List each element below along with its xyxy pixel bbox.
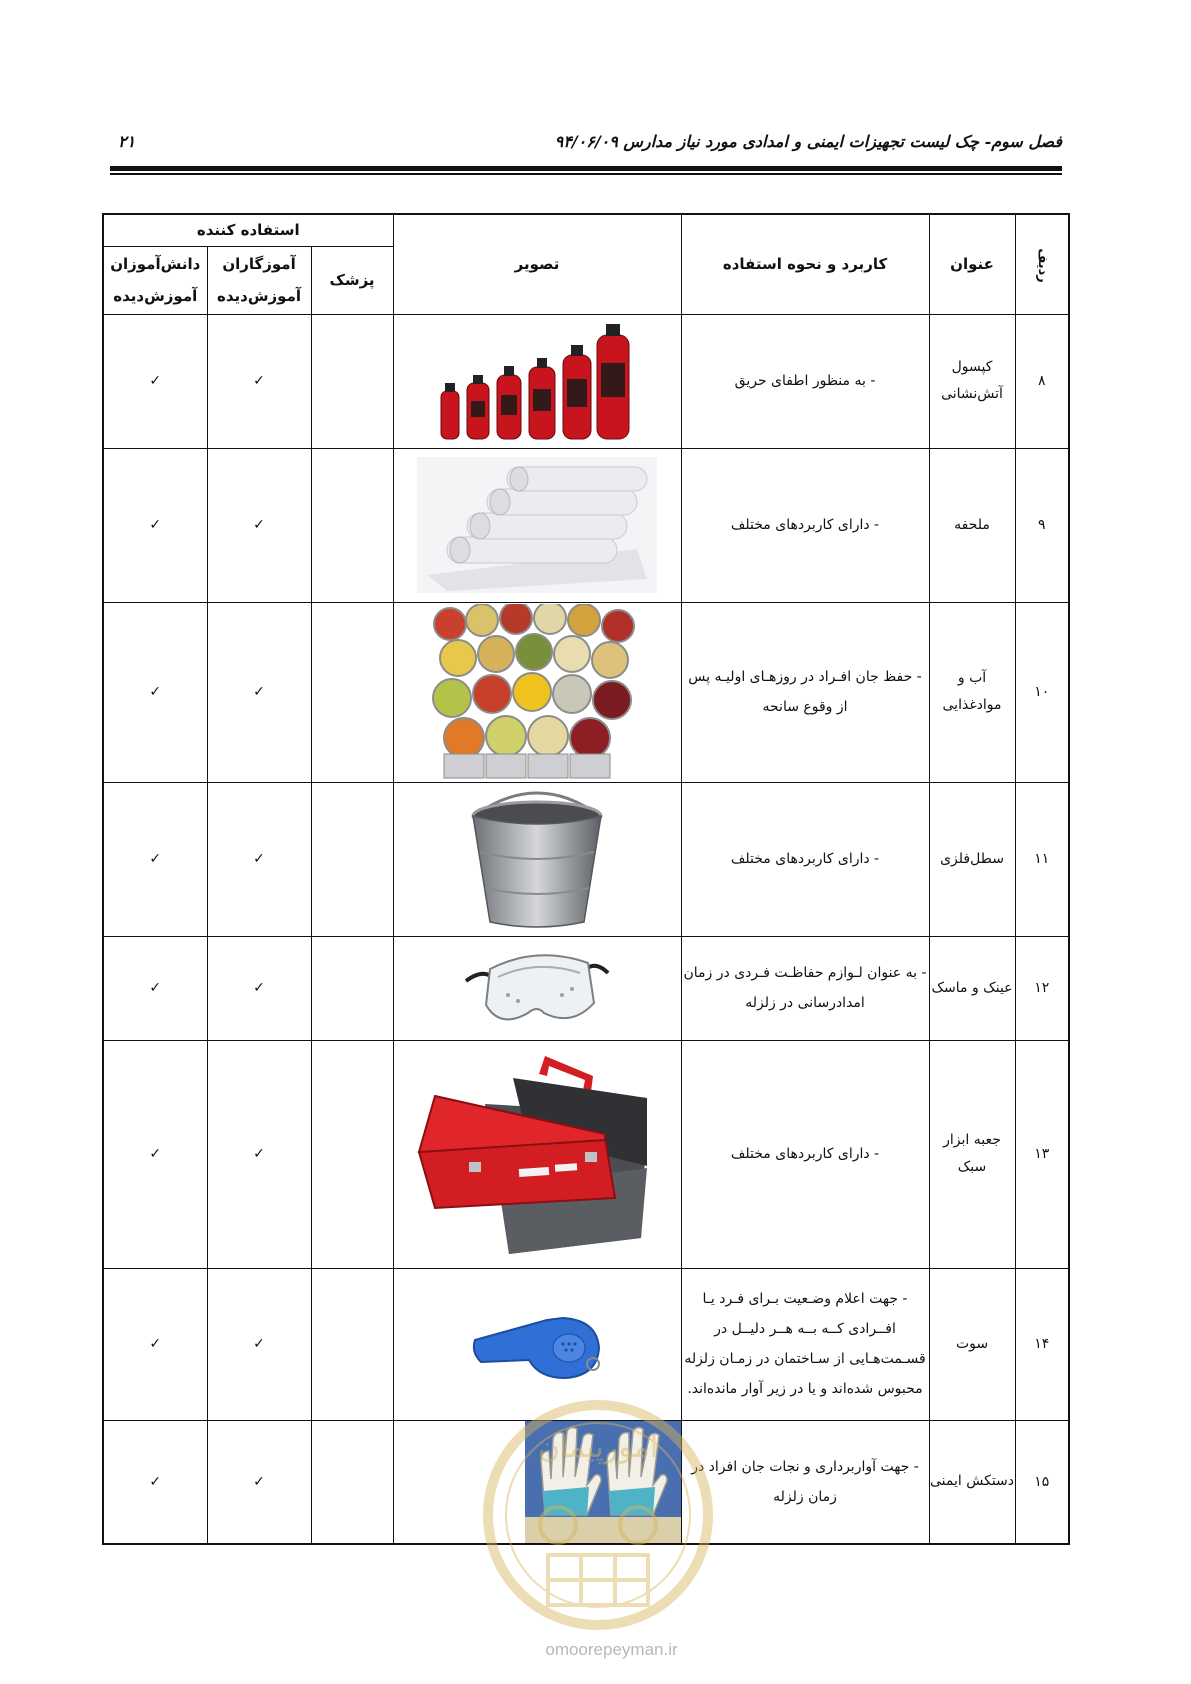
page-header	[110, 128, 1062, 168]
row-teachers-check: ✓	[207, 936, 311, 1040]
row-students-check: ✓	[103, 936, 207, 1040]
row-number: ۸	[1015, 314, 1069, 448]
row-title: دستکش ایمنی	[929, 1420, 1015, 1544]
row-image	[393, 1268, 681, 1420]
row-teachers-check: ✓	[207, 1040, 311, 1268]
row-image	[393, 448, 681, 602]
row-description: - جهت اعلام وضـعیت بـرای فـرد یـا افــرادی کــه بــه هــر دلیــل در قسـمت‌هـایی از سـاختمان در زمـان زلزله محبوس شده‌اند و یا در زیر آوار مانده‌اند.	[681, 1268, 929, 1420]
table-row	[103, 314, 1069, 448]
row-students-check: ✓	[103, 1420, 207, 1544]
table-row	[103, 936, 1069, 1040]
table-row	[103, 448, 1069, 602]
row-doctor	[311, 602, 393, 782]
row-doctor	[311, 1268, 393, 1420]
sheet-rolls-icon	[417, 457, 657, 593]
row-title: جعبه ابزار سبک	[929, 1040, 1015, 1268]
row-image	[393, 1040, 681, 1268]
row-doctor	[311, 782, 393, 936]
table-row	[103, 1420, 1069, 1544]
row-doctor	[311, 1040, 393, 1268]
canned-food-icon	[430, 604, 644, 780]
fire-extinguisher-icon	[437, 319, 637, 443]
row-title: کپسول آتش‌نشانی	[929, 314, 1015, 448]
row-students-check: ✓	[103, 1040, 207, 1268]
row-image	[393, 1420, 681, 1544]
row-description: - به عنوان لـوازم حفاظـت فـردی در زمان امدادرسانی در زلزله	[681, 936, 929, 1040]
row-description: - حفظ جان افـراد در روزهـای اولیـه پس از وقوع سانحه	[681, 602, 929, 782]
header-users-group: استفاده کننده	[103, 214, 393, 246]
row-title: آب و موادغذایی	[929, 602, 1015, 782]
table-row	[103, 1040, 1069, 1268]
header-image: تصویر	[393, 214, 681, 314]
whistle-icon	[467, 1306, 607, 1382]
row-number: ۱۳	[1015, 1040, 1069, 1268]
table-header-row	[103, 214, 1069, 246]
table-row	[103, 1268, 1069, 1420]
row-teachers-check: ✓	[207, 1420, 311, 1544]
header-usage: کاربرد و نحوه استفاده	[681, 214, 929, 314]
row-description: - به منظور اطفای حریق	[681, 314, 929, 448]
header-teachers: آموزگاران آموزش‌دیده	[207, 246, 311, 314]
table-row	[103, 602, 1069, 782]
watermark-text: omoorepeyman.ir	[545, 1640, 678, 1659]
header-rule-thick	[110, 166, 1062, 171]
row-description: - جهت آواربرداری و نجات جان افراد در زمان زلزله	[681, 1420, 929, 1544]
row-number: ۱۲	[1015, 936, 1069, 1040]
safety-gloves-icon	[525, 1421, 681, 1543]
row-students-check: ✓	[103, 448, 207, 602]
row-number: ۹	[1015, 448, 1069, 602]
header-doctor: پزشک	[311, 246, 393, 314]
row-number: ۱۵	[1015, 1420, 1069, 1544]
equipment-table	[102, 213, 1070, 1545]
row-teachers-check: ✓	[207, 448, 311, 602]
table-row	[103, 782, 1069, 936]
row-number: ۱۰	[1015, 602, 1069, 782]
row-title: ملحفه	[929, 448, 1015, 602]
watermark-logo-text: امورپیمان	[537, 1430, 659, 1465]
row-number: ۱۴	[1015, 1268, 1069, 1420]
row-doctor	[311, 1420, 393, 1544]
row-teachers-check: ✓	[207, 602, 311, 782]
row-number: ۱۱	[1015, 782, 1069, 936]
page-number: ۲۱	[118, 132, 136, 151]
safety-goggles-icon	[462, 943, 612, 1033]
row-doctor	[311, 448, 393, 602]
row-teachers-check: ✓	[207, 1268, 311, 1420]
row-title: سطل‌فلزی	[929, 782, 1015, 936]
header-title: عنوان	[929, 214, 1015, 314]
row-description: - دارای کاربردهای مختلف	[681, 782, 929, 936]
row-image	[393, 314, 681, 448]
header-rule-thin	[110, 173, 1062, 175]
toolbox-icon	[415, 1048, 659, 1260]
row-doctor	[311, 314, 393, 448]
row-title: سوت	[929, 1268, 1015, 1420]
row-doctor	[311, 936, 393, 1040]
row-students-check: ✓	[103, 1268, 207, 1420]
header-students: دانش‌آموزان آموزش‌دیده	[103, 246, 207, 314]
row-students-check: ✓	[103, 782, 207, 936]
row-teachers-check: ✓	[207, 314, 311, 448]
row-title: عینک و ماسک	[929, 936, 1015, 1040]
row-image	[393, 602, 681, 782]
row-image	[393, 936, 681, 1040]
row-description: - دارای کاربردهای مختلف	[681, 448, 929, 602]
row-description: - دارای کاربردهای مختلف	[681, 1040, 929, 1268]
row-teachers-check: ✓	[207, 782, 311, 936]
header-row-number: ردیف	[1015, 214, 1069, 314]
metal-bucket-icon	[462, 786, 612, 932]
page-title: فصل سوم- چک لیست تجهیزات ایمنی و امدادی مورد نیاز مدارس ۹۴/۰۶/۰۹	[554, 132, 1062, 151]
row-students-check: ✓	[103, 602, 207, 782]
row-students-check: ✓	[103, 314, 207, 448]
row-image	[393, 782, 681, 936]
